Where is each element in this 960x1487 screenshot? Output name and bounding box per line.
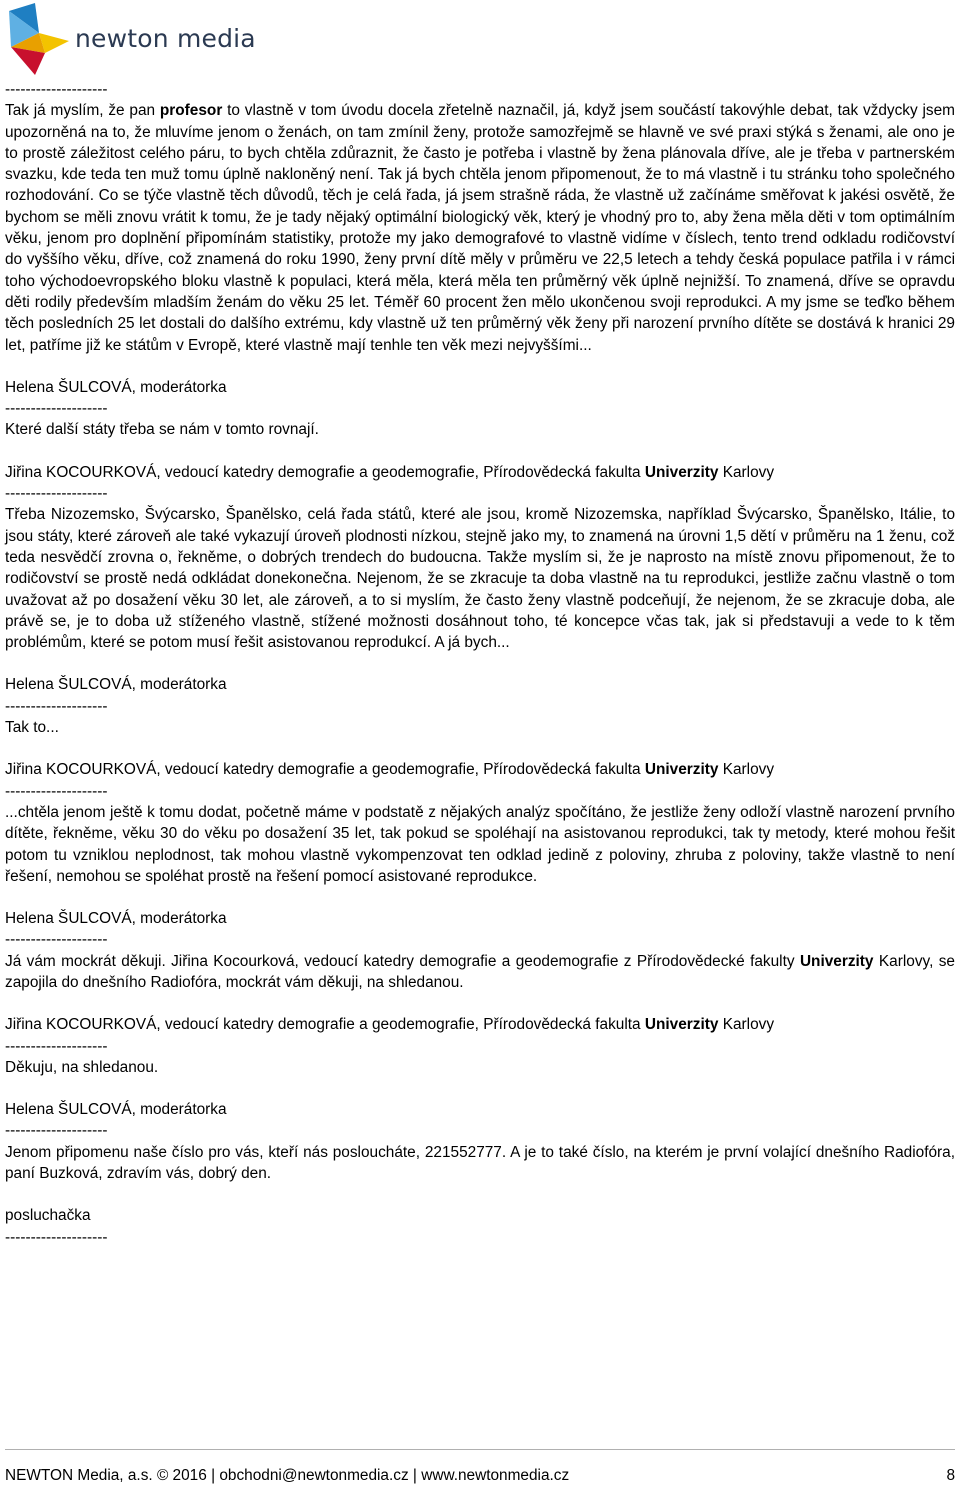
speech-text: Tak to... [5, 719, 59, 737]
separator: -------------------- [5, 1228, 108, 1246]
separator: -------------------- [5, 1122, 108, 1140]
transcript-block [5, 1014, 955, 1078]
transcript-block [5, 1099, 955, 1184]
separator: -------------------- [5, 485, 108, 503]
logo-text: newton media [75, 24, 256, 53]
page-header [5, 3, 305, 75]
transcript-block [5, 462, 955, 654]
speaker-name: Jiřina KOCOURKOVÁ, vedoucí katedry demografie a geodemografie, Přírodovědecká fakulta Univerzity Karlovy [5, 463, 775, 481]
transcript-block [5, 759, 955, 887]
newton-media-logo-icon [5, 3, 71, 75]
transcript-block [5, 377, 955, 441]
transcript-block [5, 908, 955, 993]
separator: -------------------- [5, 81, 108, 98]
footer-divider [5, 1449, 955, 1450]
speaker-name: Jiřina KOCOURKOVÁ, vedoucí katedry demografie a geodemografie, Přírodovědecká fakulta Univerzity Karlovy [5, 761, 775, 779]
speech-text: Já vám mockrát děkuji. Jiřina Kocourková, vedoucí katedry demografie a geodemografie z Přírodovědecké fakulty Univerzity Karlovy, se zapojila do dnešního Radiofóra, mockrát vám děkuji, na shledanou. [5, 952, 955, 991]
speaker-name: Helena ŠULCOVÁ, moderátorka [5, 910, 227, 928]
separator: -------------------- [5, 400, 108, 418]
speaker-name: Helena ŠULCOVÁ, moderátorka [5, 378, 227, 396]
transcript-block [5, 674, 955, 738]
speech-text: Jenom připomenu naše číslo pro vás, kteří nás posloucháte, 221552777. A je to také číslo, na kterém je první volající dnešního Radiofóra, paní Buzková, zdravím vás, dobrý den. [5, 1143, 955, 1183]
speaker-name: Helena ŠULCOVÁ, moderátorka [5, 1101, 227, 1119]
separator: -------------------- [5, 1037, 108, 1055]
transcript-block [5, 79, 955, 356]
separator: -------------------- [5, 697, 108, 715]
speech-text: Děkuju, na shledanou. [5, 1058, 159, 1076]
transcript [5, 79, 955, 1269]
footer-text: NEWTON Media, a.s. © 2016 | obchodni@newtonmedia.cz | www.newtonmedia.cz [5, 1467, 570, 1484]
speech-text: Které další státy třeba se nám v tomto rovnají. [5, 421, 319, 439]
speaker-name: Helena ŠULCOVÁ, moderátorka [5, 676, 227, 694]
speaker-name: Jiřina KOCOURKOVÁ, vedoucí katedry demografie a geodemografie, Přírodovědecká fakulta Univerzity Karlovy [5, 1016, 775, 1034]
separator: -------------------- [5, 931, 108, 949]
speech-text: ...chtěla jenom ještě k tomu dodat, početně máme v podstatě z nějakých analýz spočítáno, že jestliže ženy odloží vlastně narození prvního dítěte, řekněme, věku 30 do věku po dosažení 35 let, tak pokud se spoléhají na asistovanou reprodukci, tak ty metody, které mohou řešit potom tu vzniklou neplodnost, tak mohou vlastně vykompenzovat ten odklad jedině z poloviny, zhruba z poloviny, takže vlastně to není řešení, nemohou se spoléhat prostě na řešení pomocí asistované reprodukce. [5, 803, 955, 885]
page-number: 8 [946, 1467, 955, 1484]
separator: -------------------- [5, 782, 108, 800]
speech-text: Třeba Nizozemsko, Švýcarsko, Španělsko, celá řada států, které ale jsou, kromě Nizozemska, například Švýcarsko, Španělsko, Itálie, to jsou státy, které zároveň ale také vykazují úroveň plodnosti nízkou, stejně jako my, to znamená na úrovni 1,5 dětí v průměru na 1 ženu, což teda nesvědčí zrovna o, řekněme, o dobrých trendech do budoucna. Takže myslím si, že je naprosto na místě znovu připomenout, že to rodičovství se prostě nedá odkládat donekonečna. Nejenom, že se zkracuje ta doba vlastně na tu reprodukci, jestliže začnu vlastně o tom uvažovat až po dosažení věku 30 let, ale zároveň, a to si myslím, že často ženy vlastně podceňují, že nejenom, že se zkracuje doba, ale právě se, je to doba už stíženého vlastně, stížené možnosti dosáhnout toho, té koncepce včas tak, jak si představuji a vede to k těm problémům, které se potom musí řešit asistovanou reprodukcí. A já bych... [5, 506, 955, 652]
paragraph-text: Tak já myslím, že pan profesor to vlastně v tom úvodu docela zřetelně naznačil, já, když jsem součástí takovýhle debat, tak vždycky jsem upozorněná na to, že mluvíme jenom o ženách, on tam zmínil ženy, protože samozřejmě se hlavně ve své praxi stýká s ženami, ale ono je to prostě záležitost celého páru, to bych chtěla zdůraznit, že často je potřeba i vlastně by žena plánovala dříve, ale je třeba v partnerském svazku, kde teda ten muž tomu úplně nakloněný není. Tak já bych chtěla jenom připomenout, že to má vlastně i tu stránku toho společného rozhodování. Co se týče vlastně těch důvodů, těch je celá řada, já jsem strašně ráda, že vlastně už začínáme směřovat k jakési osvětě, že bychom se měli znovu vrátit k tomu, že je tady nějaký optimální biologický věk, který je vhodný pro to, aby žena měla děti v tom optimálním věku, jenom pro doplnění připomínám statistiky, protože my jako demografové to vlastně vidíme v číslech, tento trend odkladu rodičovství do vyššího věku, dříve, což znamená do roku 1990, ženy první dítě měly v průměru ve 22,5 letech a tehdy česká populace patřila i v rámci toho východoevropského bloku vlastně k populaci, která měla, která měla ten průměrný věk úplně nejnižší. To znamená, dříve se opravdu děti rodily především mladším ženám do věku 25 let. Téměř 60 procent žen mělo ukončenou svoji reprodukci. A my jsme se teďko během těch posledních 25 let dostali do dalšího extrému, kdy vlastně už ten průměrný věk ženy při narození prvního dítěte se dostává k hranici 29 let, patříme již ke státům v Evropě, které vlastně mají tenhle ten věk mezi nejvyššími... [5, 102, 955, 354]
speaker-name: posluchačka [5, 1207, 91, 1225]
transcript-block [5, 1205, 955, 1248]
